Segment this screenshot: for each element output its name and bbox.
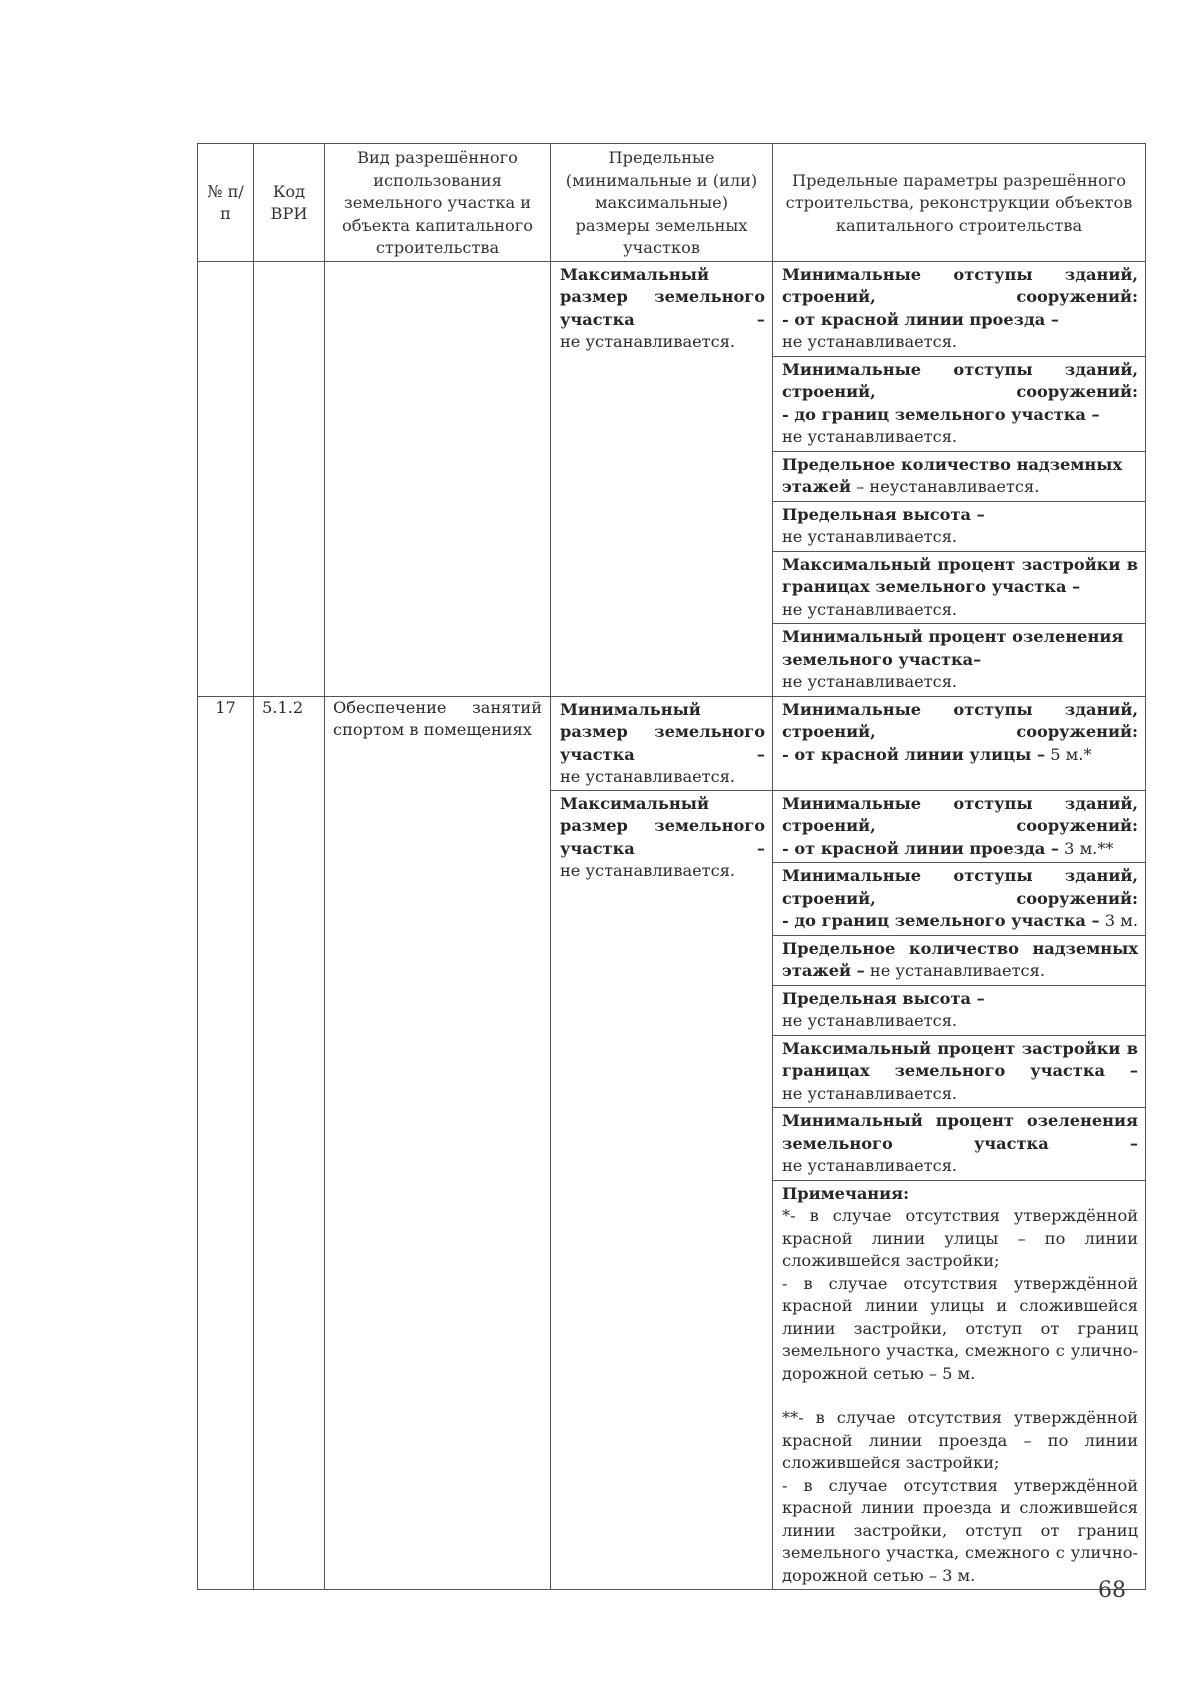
continued-param-6 — [773, 624, 1145, 696]
param-label: Минимальные отступы зданий, строений, сооружений: — [782, 359, 1138, 401]
param-value: не устанавливается. — [782, 1011, 958, 1030]
header-row — [198, 144, 1146, 262]
continued-max-size-value: не устанавливается. — [560, 332, 736, 351]
row-17-param-5 — [773, 986, 1145, 1036]
param-sublabel: - от красной линии проезда – — [782, 309, 1059, 329]
continued-max-size-title: Максимальный размер земельного участка – — [560, 264, 765, 329]
notes-title: Примечания: — [782, 1183, 910, 1203]
header-parameters: Предельные параметры разрешённого строительства, реконструкции объектов капитального строительства — [773, 144, 1146, 262]
row-17-param-3 — [773, 863, 1145, 936]
row-17-max-size — [551, 791, 772, 885]
param-value: не устанавливается. — [782, 1083, 958, 1103]
param-value: не устанавливается. — [782, 672, 958, 691]
row-17-param-2 — [773, 791, 1145, 864]
param-value: 5 м.* — [1050, 744, 1092, 764]
continued-param-3 — [773, 452, 1145, 502]
param-sublabel: - до границ земельного участка – — [782, 404, 1100, 424]
row-17-param-1 — [773, 697, 1145, 791]
note-paragraph: - в случае отсутствия утверждённой красной линии улицы и сложившейся линии застройки, отступ от границ земельного участка, смежного с улично-дорожной сетью – 5 м. — [782, 1273, 1138, 1383]
row-17-number: 17 — [198, 696, 254, 1590]
note-spacer — [782, 1385, 1138, 1407]
param-value: не устанавливается. — [782, 599, 958, 619]
row-17 — [198, 696, 1146, 1590]
header-plot-size: Предельные (минимальные и (или) максимальные) размеры земельных участков — [551, 144, 773, 262]
row-17-params-cell — [773, 696, 1146, 1590]
row-17-param-4 — [773, 936, 1145, 986]
param-label: Максимальный процент застройки в границах земельного участка – — [782, 554, 1138, 596]
continued-param-5 — [773, 552, 1145, 625]
header-code: Код ВРИ — [254, 144, 325, 262]
row-17-max-size-value: не устанавливается. — [560, 861, 736, 880]
continued-params-cell — [773, 261, 1146, 696]
continued-row — [198, 261, 1146, 696]
continued-param-4 — [773, 502, 1145, 552]
header-use-type: Вид разрешённого использования земельного участка и объекта капитального строительства — [325, 144, 551, 262]
continued-code-cell — [254, 261, 325, 696]
row-17-notes — [773, 1181, 1145, 1590]
row-17-min-size-value: не устанавливается. — [560, 767, 736, 786]
param-label: Минимальный процент озеленения земельного участка – — [782, 1111, 1138, 1153]
param-label: Предельная высота – — [782, 988, 985, 1008]
row-17-use: Обеспечение занятий спортом в помещениях — [325, 696, 551, 1590]
param-label: Минимальный процент озеленения земельного участка– — [782, 627, 1124, 669]
param-label: Минимальные отступы зданий, строений, сооружений: — [782, 264, 1138, 306]
row-17-code: 5.1.2 — [254, 696, 325, 1590]
param-value: не устанавливается. — [782, 527, 958, 546]
param-label: Предельная высота – — [782, 504, 985, 524]
header-number: № п/п — [198, 144, 254, 262]
continued-param-2 — [773, 357, 1145, 452]
param-value: не устанавливается. — [782, 427, 958, 446]
param-value: 3 м.** — [1064, 838, 1114, 858]
param-label: Минимальные отступы зданий, строений, сооружений: — [782, 793, 1138, 835]
note-paragraph: *- в случае отсутствия утверждённой красной линии улицы – по линии сложившейся застройки; — [782, 1206, 1138, 1270]
row-17-max-size-title: Максимальный размер земельного участка – — [560, 793, 765, 858]
regulations-table — [197, 143, 1146, 1590]
row-17-param-7 — [773, 1108, 1145, 1181]
param-value: не устанавливается. — [782, 332, 958, 351]
param-label: Минимальные отступы зданий, строений, сооружений: — [782, 866, 1138, 908]
continued-use-cell — [325, 261, 551, 696]
param-label: Предельное количество надземных этажей – — [782, 938, 1138, 980]
continued-number-cell — [198, 261, 254, 696]
row-17-min-size-title: Минимальный размер земельного участка – — [560, 699, 765, 764]
row-17-min-size — [551, 697, 772, 791]
param-sublabel: - от красной линии улицы – — [782, 744, 1046, 764]
param-label: Предельное количество надземных этажей — [782, 454, 1123, 496]
note-paragraph: **- в случае отсутствия утверждённой красной линии проезда – по линии сложившейся застройки; — [782, 1408, 1138, 1472]
continued-size-cell — [551, 261, 773, 696]
row-17-size-cell — [551, 696, 773, 1590]
page-number: 68 — [1098, 1578, 1126, 1603]
param-value: не устанавливается. — [782, 1156, 958, 1175]
param-label: Минимальные отступы зданий, строений, сооружений: — [782, 699, 1138, 741]
param-label: Максимальный процент застройки в границах земельного участка – — [782, 1038, 1138, 1080]
continued-max-size — [551, 262, 772, 356]
param-sublabel: - до границ земельного участка – — [782, 911, 1100, 930]
param-value: – неустанавливается. — [856, 477, 1040, 496]
note-paragraph: - в случае отсутствия утверждённой красной линии проезда и сложившейся линии застройки, отступ от границ земельного участка, смежного с улично-дорожной сетью – 3 м. — [782, 1475, 1138, 1585]
continued-param-1 — [773, 262, 1145, 357]
param-value: 3 м. — [1104, 911, 1138, 930]
param-sublabel: - от красной линии проезда – — [782, 838, 1059, 858]
param-value: не устанавливается. — [869, 961, 1045, 980]
row-17-param-6 — [773, 1036, 1145, 1109]
